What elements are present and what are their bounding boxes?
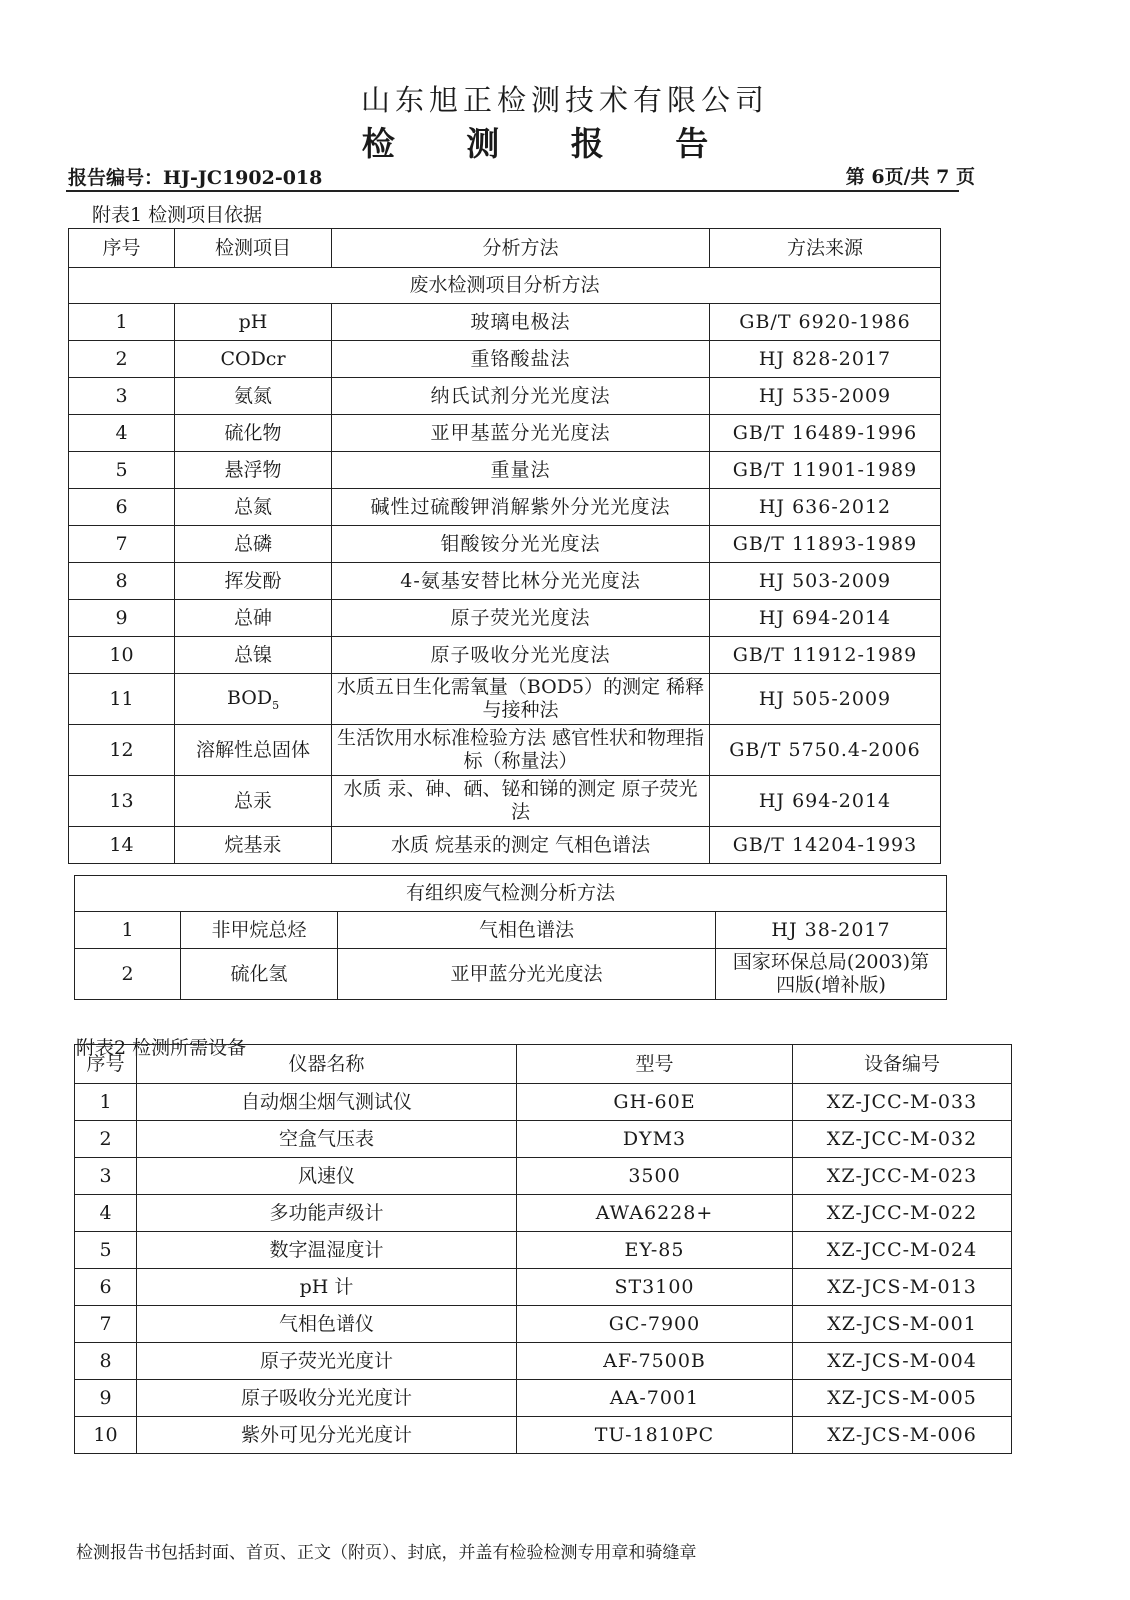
header-cell: 方法来源 [710, 229, 941, 268]
cell-item: 非甲烷总烃 [181, 912, 338, 949]
cell-source: XZ-JCC-M-033 [793, 1084, 1012, 1121]
section-title: 有组织废气检测分析方法 [75, 876, 947, 912]
cell-source: 国家环保总局(2003)第四版(增补版) [716, 949, 947, 1000]
cell-no: 6 [69, 489, 175, 526]
cell-method: 亚甲基蓝分光光度法 [332, 415, 710, 452]
page-info: 第 6页/共 7 页 [845, 166, 975, 188]
cell-item: 总砷 [175, 600, 332, 637]
table-row [75, 1084, 1012, 1121]
cell-source: XZ-JCS-M-013 [793, 1269, 1012, 1306]
table-row [69, 415, 941, 452]
table-row [75, 1158, 1012, 1195]
cell-source: XZ-JCC-M-023 [793, 1158, 1012, 1195]
table-row [75, 1232, 1012, 1269]
cell-source: GB/T 6920-1986 [710, 304, 941, 341]
cell-method: AWA6228+ [517, 1195, 793, 1232]
cell-method: 4-氨基安替比林分光光度法 [332, 563, 710, 600]
cell-method: 重铬酸盐法 [332, 341, 710, 378]
cell-source: XZ-JCS-M-001 [793, 1306, 1012, 1343]
cell-item: 风速仪 [137, 1158, 517, 1195]
cell-item: CODcr [175, 341, 332, 378]
cell-no: 6 [75, 1269, 137, 1306]
cell-method: AF-7500B [517, 1343, 793, 1380]
cell-source: HJ 503-2009 [710, 563, 941, 600]
cell-method: 水质 烷基汞的测定 气相色谱法 [332, 827, 710, 864]
table-row [69, 637, 941, 674]
cell-source: HJ 535-2009 [710, 378, 941, 415]
cell-item: 氨氮 [175, 378, 332, 415]
cell-item: 空盒气压表 [137, 1121, 517, 1158]
table-row [75, 1121, 1012, 1158]
cell-no: 1 [75, 1084, 137, 1121]
header-cell: 仪器名称 [137, 1045, 517, 1084]
cell-source: GB/T 11912-1989 [710, 637, 941, 674]
cell-item: 自动烟尘烟气测试仪 [137, 1084, 517, 1121]
cell-no: 13 [69, 776, 175, 827]
cell-item: 总汞 [175, 776, 332, 827]
detection-basis-table [68, 228, 941, 864]
table-row [69, 304, 941, 341]
cell-method: 碱性过硫酸钾消解紫外分光光度法 [332, 489, 710, 526]
cell-no: 9 [69, 600, 175, 637]
table-row [69, 378, 941, 415]
table-row [69, 563, 941, 600]
cell-no: 7 [69, 526, 175, 563]
header-cell: 设备编号 [793, 1045, 1012, 1084]
cell-no: 11 [69, 674, 175, 725]
cell-no: 2 [69, 341, 175, 378]
table1-caption: 附表1 检测项目依据 [92, 204, 263, 226]
cell-no: 12 [69, 725, 175, 776]
table-header-row [75, 1045, 1012, 1084]
cell-no: 3 [75, 1158, 137, 1195]
table-row [69, 674, 941, 725]
report-number: 报告编号：HJ-JC1902-018 [68, 167, 323, 189]
cell-item: 挥发酚 [175, 563, 332, 600]
cell-source: XZ-JCC-M-032 [793, 1121, 1012, 1158]
cell-item: 紫外可见分光光度计 [137, 1417, 517, 1454]
cell-source: HJ 38-2017 [716, 912, 947, 949]
section-title: 废水检测项目分析方法 [69, 268, 941, 304]
cell-item: 总磷 [175, 526, 332, 563]
cell-item: 原子吸收分光光度计 [137, 1380, 517, 1417]
cell-no: 8 [75, 1343, 137, 1380]
table-header-row [69, 229, 941, 268]
cell-source: HJ 694-2014 [710, 776, 941, 827]
cell-method: EY-85 [517, 1232, 793, 1269]
company-name: 山东旭正检测技术有限公司 [360, 83, 769, 117]
cell-item: 硫化氢 [181, 949, 338, 1000]
table-row [75, 1343, 1012, 1380]
cell-item: pH 计 [137, 1269, 517, 1306]
cell-item: 气相色谱仪 [137, 1306, 517, 1343]
cell-no: 8 [69, 563, 175, 600]
cell-source: XZ-JCS-M-006 [793, 1417, 1012, 1454]
cell-method: GC-7900 [517, 1306, 793, 1343]
cell-item: 数字温湿度计 [137, 1232, 517, 1269]
document-title: 检 测 报 告 [361, 124, 739, 163]
table-row [69, 827, 941, 864]
cell-source: HJ 505-2009 [710, 674, 941, 725]
cell-method: 纳氏试剂分光光度法 [332, 378, 710, 415]
cell-source: GB/T 5750.4-2006 [710, 725, 941, 776]
header-cell: 序号 [69, 229, 175, 268]
cell-method: 钼酸铵分光光度法 [332, 526, 710, 563]
cell-method: 亚甲蓝分光光度法 [338, 949, 716, 1000]
cell-no: 3 [69, 378, 175, 415]
cell-method: 原子吸收分光光度法 [332, 637, 710, 674]
cell-item: 溶解性总固体 [175, 725, 332, 776]
cell-source: GB/T 16489-1996 [710, 415, 941, 452]
table-row [69, 452, 941, 489]
cell-source: HJ 828-2017 [710, 341, 941, 378]
table-row [69, 600, 941, 637]
table-row [69, 489, 941, 526]
cell-method: 水质五日生化需氧量（BOD5）的测定 稀释与接种法 [332, 674, 710, 725]
cell-no: 4 [69, 415, 175, 452]
table-row [75, 949, 947, 1000]
header-cell: 检测项目 [175, 229, 332, 268]
cell-item: 多功能声级计 [137, 1195, 517, 1232]
cell-source: HJ 694-2014 [710, 600, 941, 637]
table-row [75, 1269, 1012, 1306]
header-cell: 序号 [75, 1045, 137, 1084]
cell-no: 4 [75, 1195, 137, 1232]
table-row [75, 1195, 1012, 1232]
cell-no: 1 [69, 304, 175, 341]
cell-source: XZ-JCS-M-005 [793, 1380, 1012, 1417]
cell-source: XZ-JCC-M-024 [793, 1232, 1012, 1269]
cell-item: 悬浮物 [175, 452, 332, 489]
cell-method: ST3100 [517, 1269, 793, 1306]
exhaust-gas-table [74, 875, 947, 1000]
cell-item: 原子荧光光度计 [137, 1343, 517, 1380]
footer-note: 检测报告书包括封面、首页、正文（附页）、封底，并盖有检验检测专用章和骑缝章 [76, 1543, 697, 1563]
section-row [69, 268, 941, 304]
cell-no: 2 [75, 1121, 137, 1158]
cell-item: 总镍 [175, 637, 332, 674]
cell-item: 总氮 [175, 489, 332, 526]
section-row [75, 876, 947, 912]
cell-source: GB/T 14204-1993 [710, 827, 941, 864]
cell-no: 9 [75, 1380, 137, 1417]
cell-method: 重量法 [332, 452, 710, 489]
cell-method: 原子荧光光度法 [332, 600, 710, 637]
cell-item: pH [175, 304, 332, 341]
cell-source: GB/T 11893-1989 [710, 526, 941, 563]
cell-source: HJ 636-2012 [710, 489, 941, 526]
table-row [75, 1417, 1012, 1454]
cell-item: 硫化物 [175, 415, 332, 452]
cell-no: 10 [69, 637, 175, 674]
cell-no: 1 [75, 912, 181, 949]
cell-source: XZ-JCS-M-004 [793, 1343, 1012, 1380]
cell-method: 气相色谱法 [338, 912, 716, 949]
table-row [69, 725, 941, 776]
table-row [69, 526, 941, 563]
cell-method: 水质 汞、砷、硒、铋和锑的测定 原子荧光法 [332, 776, 710, 827]
header-rule [66, 190, 959, 192]
equipment-table [74, 1044, 1012, 1454]
cell-source: GB/T 11901-1989 [710, 452, 941, 489]
table-row [75, 1306, 1012, 1343]
table-row [69, 341, 941, 378]
cell-method: GH-60E [517, 1084, 793, 1121]
table-row [75, 912, 947, 949]
cell-no: 5 [69, 452, 175, 489]
table-row [75, 1380, 1012, 1417]
cell-item: $BOD_5$ [175, 674, 332, 725]
cell-method: DYM3 [517, 1121, 793, 1158]
cell-no: 2 [75, 949, 181, 1000]
table2-caption: 附表2 检测所需设备 [76, 1037, 247, 1059]
header-cell: 型号 [517, 1045, 793, 1084]
cell-method: 3500 [517, 1158, 793, 1195]
cell-no: 7 [75, 1306, 137, 1343]
cell-method: TU-1810PC [517, 1417, 793, 1454]
cell-no: 10 [75, 1417, 137, 1454]
cell-method: 玻璃电极法 [332, 304, 710, 341]
cell-source: XZ-JCC-M-022 [793, 1195, 1012, 1232]
header-cell: 分析方法 [332, 229, 710, 268]
cell-method: 生活饮用水标准检验方法 感官性状和物理指标（称量法） [332, 725, 710, 776]
cell-item: 烷基汞 [175, 827, 332, 864]
table-row [69, 776, 941, 827]
cell-method: AA-7001 [517, 1380, 793, 1417]
cell-no: 14 [69, 827, 175, 864]
cell-no: 5 [75, 1232, 137, 1269]
